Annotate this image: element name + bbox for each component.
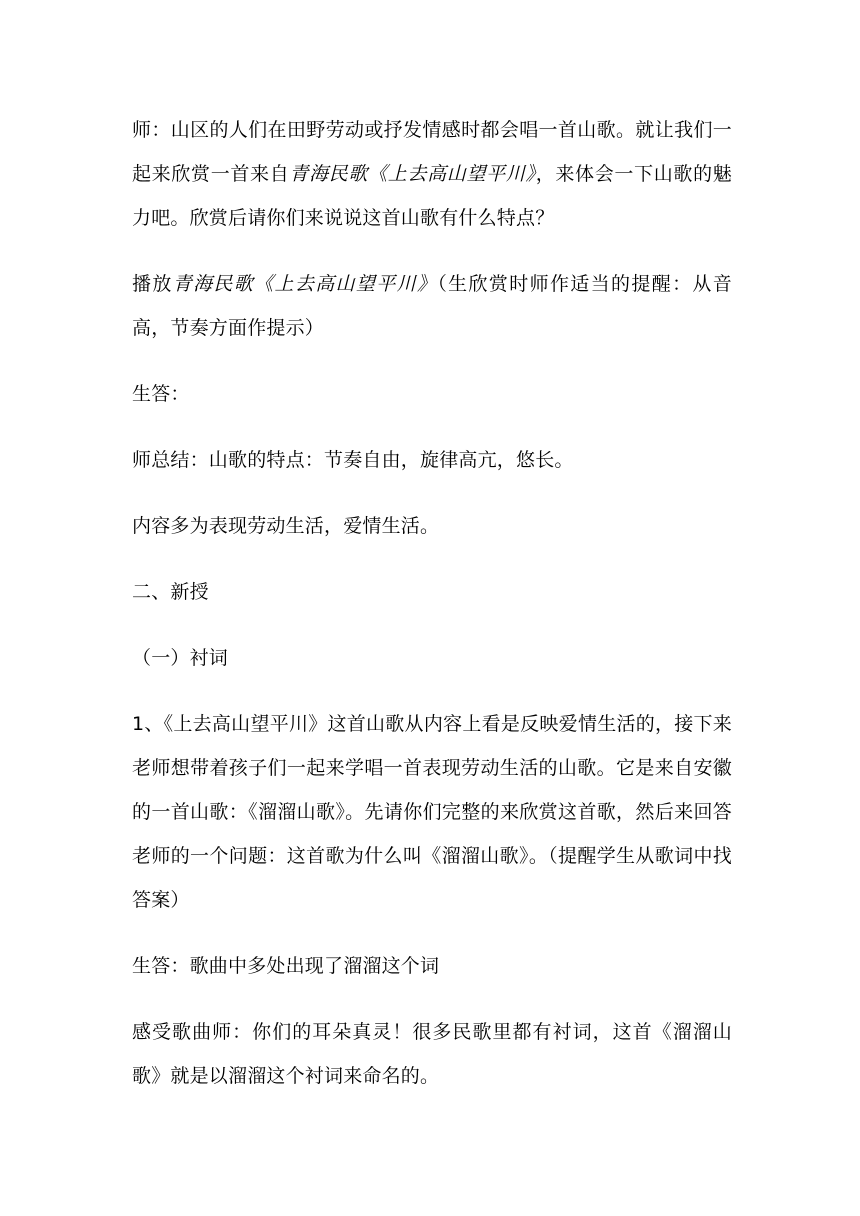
paragraph-student-answer-2: 生答：歌曲中多处出现了溜溜这个词 xyxy=(132,955,440,977)
paragraph-teacher-intro xyxy=(132,108,732,240)
paragraph-student-answer: 生答： xyxy=(132,383,190,405)
paragraph-content-note: 内容多为表现劳动生活，爱情生活。 xyxy=(132,515,440,537)
paragraph-text: （生欣赏时师作适当的提醒：从音高，节奏方面作提示） xyxy=(132,273,732,339)
song-title: 青海民歌《上去高山望平川》 xyxy=(172,273,438,295)
subsection-heading-filler-words: （一）衬词 xyxy=(132,647,229,669)
paragraph-teacher-feedback: 感受歌曲师：你们的耳朵真灵！很多民歌里都有衬词，这首《溜溜山歌》就是以溜溜这个衬词来命名的。 xyxy=(132,1021,732,1087)
paragraph-text: 播放 xyxy=(132,273,173,295)
song-title: 青海民歌《上去高山望平川》 xyxy=(289,163,536,185)
paragraph-teacher-summary: 师总结：山歌的特点：节奏自由，旋律高亢，悠长。 xyxy=(132,449,574,471)
document-body xyxy=(132,108,732,1120)
section-heading-new-lesson: 二、新授 xyxy=(132,581,209,603)
paragraph-lesson-step-1: 1、《上去高山望平川》这首山歌从内容上看是反映爱情生活的，接下来老师想带着孩子们一起来学唱一首表现劳动生活的山歌。它是来自安徽的一首山歌：《溜溜山歌》。先请你们完整的来欣赏这首歌，然后来回答老师的一个问题：这首歌为什么叫《溜溜山歌》。（提醒学生从歌词中找答案） xyxy=(132,713,732,911)
paragraph-text: ，来体会一下山歌的魅力吧。欣赏后请你们来说说这首山歌有什么特点？ xyxy=(132,163,732,229)
paragraph-play-song xyxy=(132,262,732,350)
paragraph-text: 师：山区的人们在田野劳动或抒发情感时都会唱一首山歌。就让我们一起来欣赏一首来自 xyxy=(132,119,732,185)
